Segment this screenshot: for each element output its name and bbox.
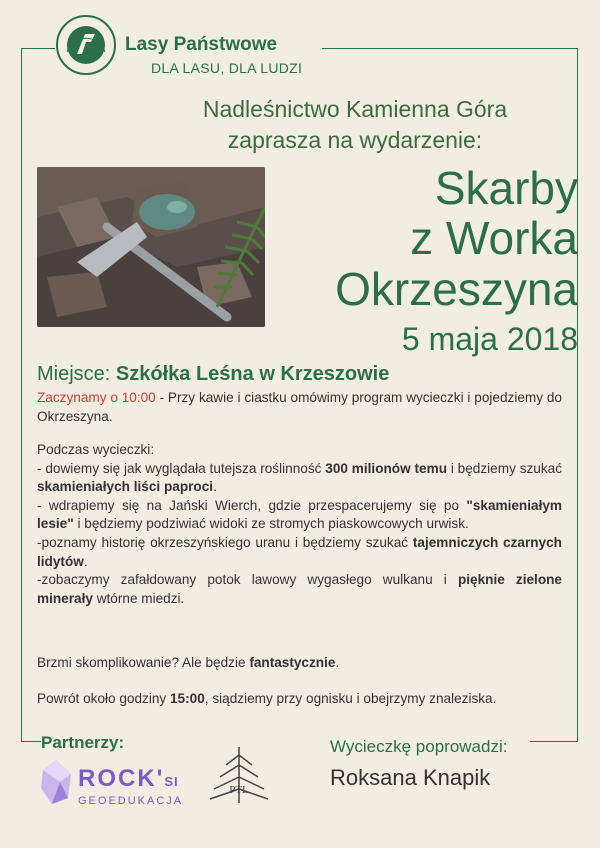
trip-section <box>37 441 562 608</box>
intro-paragraph <box>37 389 562 426</box>
rocks-logo-text: ROCK'SI <box>78 765 179 792</box>
rock-hammer-photo <box>37 167 265 327</box>
return-paragraph: Powrót około godziny 15:00, siądziemy przy ognisku i obejrzymy znaleziska. <box>37 691 497 706</box>
trip-heading: Podczas wycieczki: <box>37 442 155 457</box>
frame-line <box>21 48 55 49</box>
frame-line <box>530 741 578 742</box>
intro-text: - Przy kawie i ciastku omówimy program wycieczki i pojedziemy do Okrzeszyna. <box>37 390 562 424</box>
frame-line <box>322 48 577 49</box>
frame-line <box>577 48 578 741</box>
frame-line <box>21 48 22 741</box>
place-label: Miejsce: <box>37 363 111 385</box>
brand-tagline: DLA LASU, DLA LUDZI <box>151 60 303 76</box>
event-date: 5 maja 2018 <box>401 321 578 357</box>
brand-name: Lasy Państwowe <box>125 34 278 55</box>
guide-label: Wycieczkę poprowadzi: <box>330 737 508 756</box>
event-title-line2: z Worka <box>410 212 578 264</box>
organizer-line: Nadleśnictwo Kamienna Góra <box>202 96 508 122</box>
ptl-text: PTL <box>229 784 249 796</box>
start-time: Zaczynamy o 10:00 <box>37 390 156 405</box>
ptl-logo <box>200 745 278 807</box>
event-title-line3: Okrzeszyna <box>335 263 578 315</box>
partners-label: Partnerzy: <box>41 733 125 752</box>
trip-item: -poznamy historię okrzeszyńskiego uranu i będziemy szukać tajemniczych czarnych lidytów. <box>37 534 562 569</box>
note-line: Brzmi skomplikowanie? Ale będzie fantastycznie. <box>37 655 340 670</box>
frame-line <box>21 741 41 742</box>
place-value: Szkółka Leśna w Krzeszowie <box>115 363 390 385</box>
event-place <box>37 363 389 386</box>
trip-item: - dowiemy się jak wyglądała tutejsza roślinność 300 milionów temu i będziemy szukać skamieniałych liści paproci. <box>37 460 563 495</box>
event-title-line1: Skarby <box>434 162 578 214</box>
invitation-line: zaprasza na wydarzenie: <box>227 127 483 153</box>
rocks-logo-subtitle: GEOEDUKACJA <box>78 795 184 807</box>
lasy-panstwowe-logo <box>55 14 117 76</box>
trip-item: - wdrapiemy się na Jański Wierch, gdzie przespacerujemy się po "skamieniałym lesie" i będziemy podziwiać widoki ze stromych piaskowcowych urwisk. <box>37 497 562 532</box>
trip-item: -zobaczymy zafałdowany potok lawowy wygasłego wulkanu i pięknie zielone minerały wtórne miedzi. <box>37 572 562 606</box>
guide-name: Roksana Knapik <box>330 765 491 790</box>
crystal-icon <box>38 758 74 806</box>
